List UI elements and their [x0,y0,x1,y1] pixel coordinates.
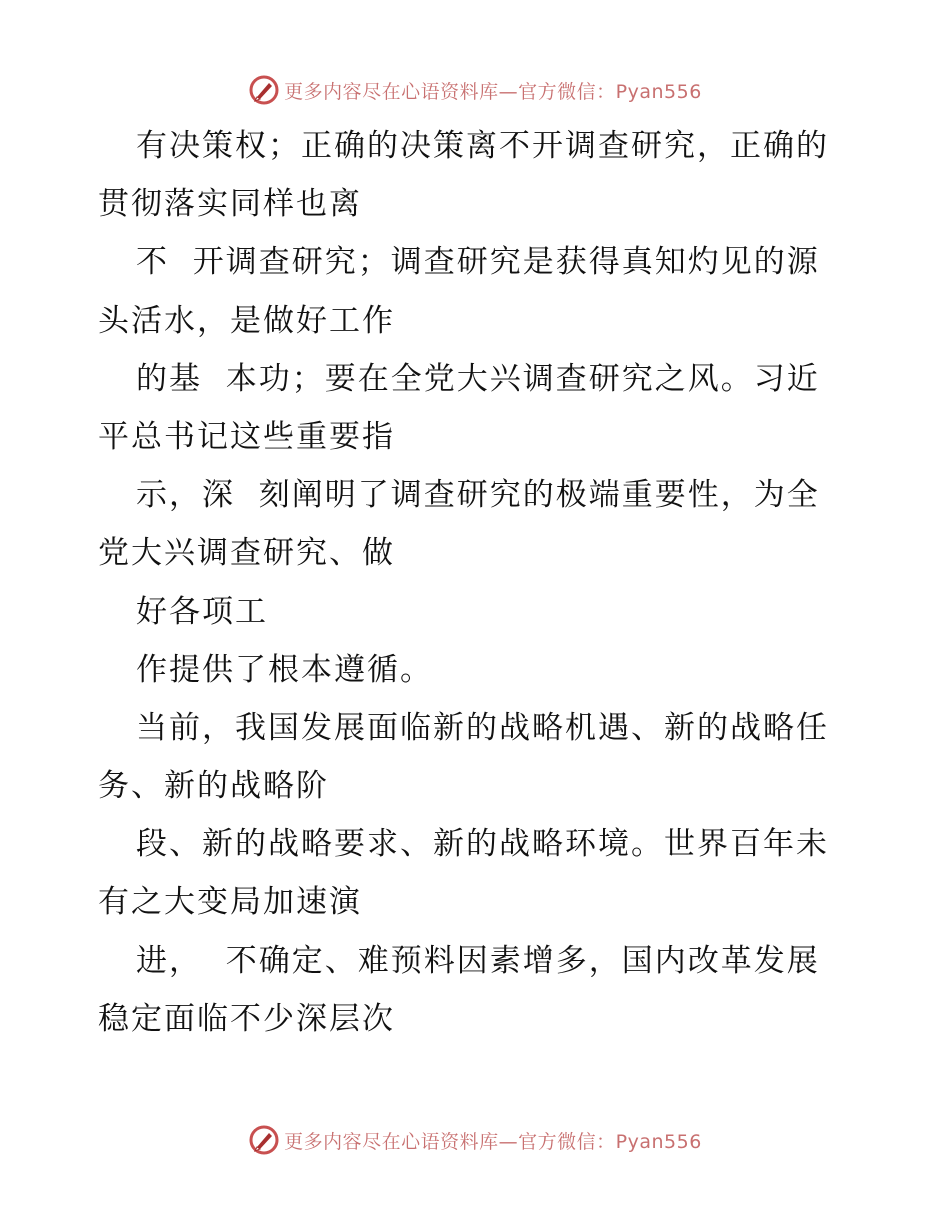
pen-logo-icon [248,1124,280,1156]
footer-text: 更多内容尽在心语资料库—官方微信：Pyan556 [284,1130,702,1153]
header-text: 更多内容尽在心语资料库—官方微信：Pyan556 [284,80,702,103]
text-line: 平总书记这些重要指 [98,418,395,455]
text-line: 进， 不确定、难预料因素增多，国内改革发展 [136,942,820,979]
text-line: 作提供了根本遵循。 [136,651,433,688]
footer-banner [0,1120,950,1160]
text-line: 有之大变局加速演 [98,884,362,921]
text-line: 段、新的战略要求、新的战略环境。世界百年未 [136,826,829,863]
text-line: 当前，我国发展面临新的战略机遇、新的战略任 [136,709,829,746]
text-line: 头活水，是做好工作 [98,302,395,339]
document-body [98,117,868,1048]
pen-logo-icon [248,74,280,106]
text-line: 稳定面临不少深层次 [98,1000,395,1037]
text-line: 的基 本功；要在全党大兴调查研究之风。习近 [136,360,820,397]
text-line: 好各项工 [136,593,268,630]
text-line: 贯彻落实同样也离 [98,186,362,223]
text-line: 有决策权；正确的决策离不开调查研究，正确的 [136,128,829,164]
text-line: 务、新的战略阶 [98,768,329,805]
text-line: 不 开调查研究；调查研究是获得真知灼见的源 [136,244,820,281]
header-banner [0,70,950,110]
text-line: 党大兴调查研究、做 [98,535,395,572]
text-line: 示，深 刻阐明了调查研究的极端重要性，为全 [136,477,820,514]
